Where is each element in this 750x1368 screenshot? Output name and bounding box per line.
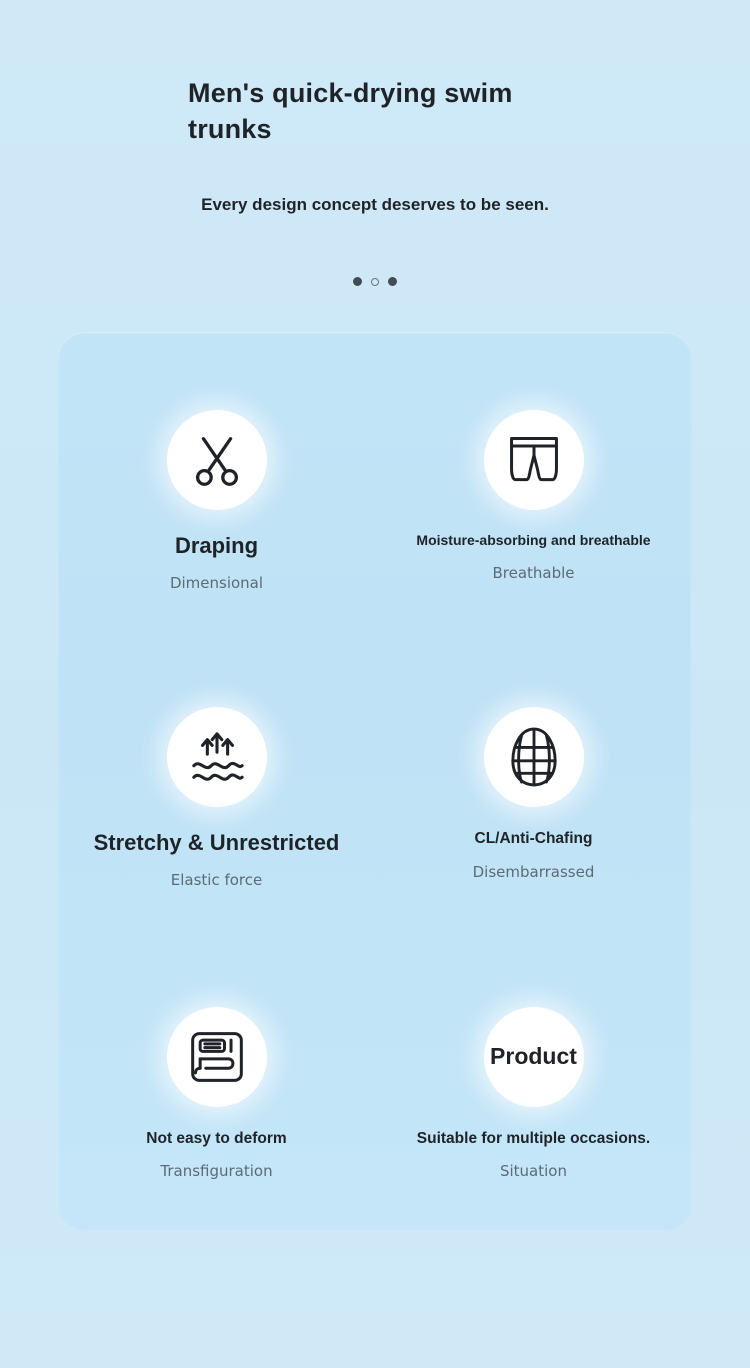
feature-item — [58, 631, 375, 930]
carousel-dot-3[interactable] — [388, 277, 397, 286]
feature-subtitle: Elastic force — [170, 870, 263, 889]
feature-subtitle: Transfiguration — [160, 1162, 273, 1181]
feature-title: Suitable for multiple occasions. — [416, 1129, 651, 1147]
scissors-icon — [167, 410, 267, 510]
feature-title: CL/Anti-Chafing — [474, 830, 593, 848]
shorts-icon — [484, 410, 584, 510]
feature-title: Not easy to deform — [146, 1129, 287, 1147]
page-header — [0, 0, 750, 215]
features-grid — [58, 332, 692, 1230]
page-title: Men's quick-drying swim trunks — [188, 78, 513, 144]
feature-item — [375, 931, 692, 1230]
page-subtitle: Every design concept deserves to be seen. — [201, 195, 549, 214]
feature-subtitle: Disembarrassed — [472, 862, 595, 881]
feature-item — [58, 931, 375, 1230]
stretch-waves-icon — [167, 707, 267, 807]
carousel-dot-2[interactable] — [371, 278, 379, 286]
feature-title: Moisture-absorbing and breathable — [416, 532, 651, 548]
features-card — [58, 332, 692, 1230]
feature-title: Draping — [174, 533, 259, 558]
sewing-machine-icon — [167, 1007, 267, 1107]
feature-item — [375, 332, 692, 631]
feature-subtitle: Dimensional — [169, 573, 264, 592]
feature-item — [58, 332, 375, 631]
feature-item — [375, 631, 692, 930]
feature-title: Stretchy & Unrestricted — [93, 830, 340, 856]
carousel-dots[interactable] — [0, 277, 750, 286]
carousel-dot-1[interactable] — [353, 277, 362, 286]
feature-subtitle: Breathable — [492, 563, 575, 582]
feature-subtitle: Situation — [499, 1162, 567, 1181]
product-text-icon: Product — [484, 1007, 584, 1107]
mesh-pouch-icon — [484, 707, 584, 807]
